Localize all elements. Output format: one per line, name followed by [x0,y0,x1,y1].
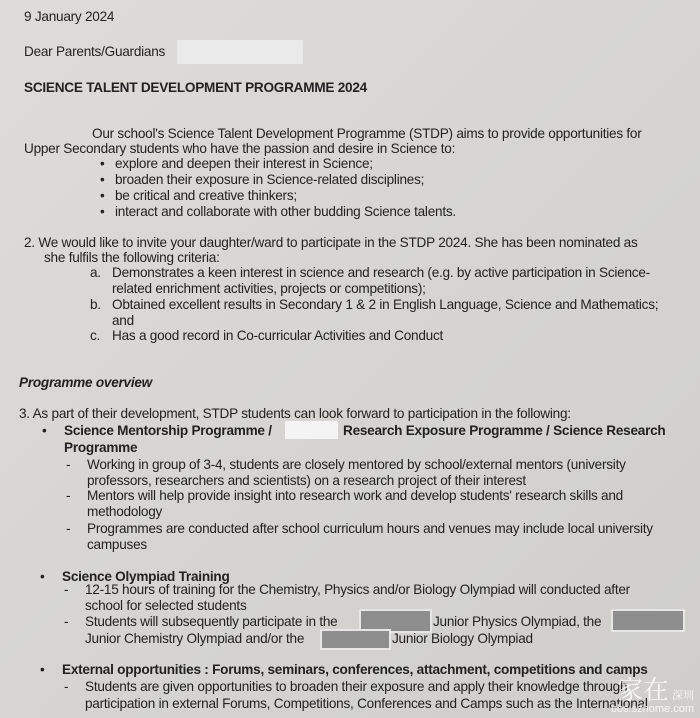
redaction [177,40,303,64]
dash-icon: - [66,521,71,536]
redaction [285,421,338,439]
page-title: SCIENCE TALENT DEVELOPMENT PROGRAMME 2024 [24,80,367,95]
redaction [322,631,389,648]
watermark [611,677,694,716]
list-item: be critical and creative thinkers; [115,188,297,203]
intro-line: Our school's Science Talent Development Programme (STDP) aims to provide opportunities for [92,126,642,141]
list-item: school for selected students [85,598,247,613]
criteria-text: Has a good record in Co-curricular Activities and Conduct [112,328,444,343]
list-item: participation in external Forums, Competitions, Conferences and Camps such as the International [85,696,648,711]
list-item: Students are given opportunities to broaden their exposure and apply their knowledge through [85,679,628,694]
criteria-text: Demonstrates a keen interest in science and research (e.g. by active participation in Science- [112,265,650,280]
para2-line: 2. We would like to invite your daughter/ward to participate in the STDP 2024. She has been nominated as [24,235,638,250]
redaction [613,611,683,630]
intro-line: Upper Secondary students who have the passion and desire in Science to: [24,141,456,156]
watermark-logo: 家在 [616,675,669,705]
list-item: professors, researchers and scientists) on a research project of their interest [87,473,526,488]
bullet-icon: • [100,172,105,187]
bullet-icon: • [100,188,105,203]
watermark-url: bbs.szhome.com [610,703,694,715]
bullet-icon: • [100,156,105,171]
dash-icon: - [66,457,71,472]
criteria-text: related enrichment activities, projects or competitions); [112,281,426,296]
external-title: External opportunities : Forums, seminars, conferences, attachment, competitions and camps [62,662,648,677]
dash-icon: - [64,614,69,629]
dash-icon: - [64,679,69,694]
criteria-text: and [112,313,134,328]
dash-icon: - [64,582,69,597]
list-item: Programmes are conducted after school curriculum hours and venues may include local university [87,521,653,536]
bullet-icon: • [40,662,45,677]
dash-icon: - [66,488,71,503]
list-item: Junior Chemistry Olympiad and/or the [85,631,305,646]
mentorship-title: Programme [64,440,138,455]
list-item: explore and deepen their interest in Science; [115,156,373,171]
olympiad-title: Science Olympiad Training [62,569,230,584]
list-item: interact and collaborate with other budding Science talents. [115,204,456,219]
list-item: broaden their exposure in Science-related disciplines; [115,172,425,187]
redaction [361,611,430,631]
list-item: Working in group of 3-4, students are closely mentored by school/external mentors (university [87,457,626,472]
watermark-sub: 深圳 [672,690,694,702]
list-item: campuses [87,537,147,552]
para2-line: she fulfils the following criteria: [44,250,220,265]
salutation: Dear Parents/Guardians [24,44,166,59]
list-item: Junior Physics Olympiad, the [433,614,602,629]
criteria-label: c. [90,328,101,343]
mentorship-title: Science Mentorship Programme / [64,423,272,438]
para3-line: 3. As part of their development, STDP students can look forward to participation in the following: [19,406,571,421]
list-item: Students will subsequently participate in the [85,614,338,629]
list-item: Mentors will help provide insight into research work and develop students' research skills and [87,488,623,503]
section-heading: Programme overview [19,375,153,390]
letter-date: 9 January 2024 [24,9,115,24]
criteria-label: b. [90,297,101,312]
bullet-icon: • [100,204,105,219]
list-item: 12-15 hours of training for the Chemistry, Physics and/or Biology Olympiad will conducted after [85,582,630,597]
bullet-icon: • [40,569,45,584]
criteria-label: a. [90,265,101,280]
criteria-text: Obtained excellent results in Secondary 1 & 2 in English Language, Science and Mathematics; [112,297,659,312]
list-item: methodology [87,504,163,519]
mentorship-title: Research Exposure Programme / Science Research [343,423,666,438]
bullet-icon: • [42,423,47,438]
list-item: Junior Biology Olympiad [392,631,533,646]
